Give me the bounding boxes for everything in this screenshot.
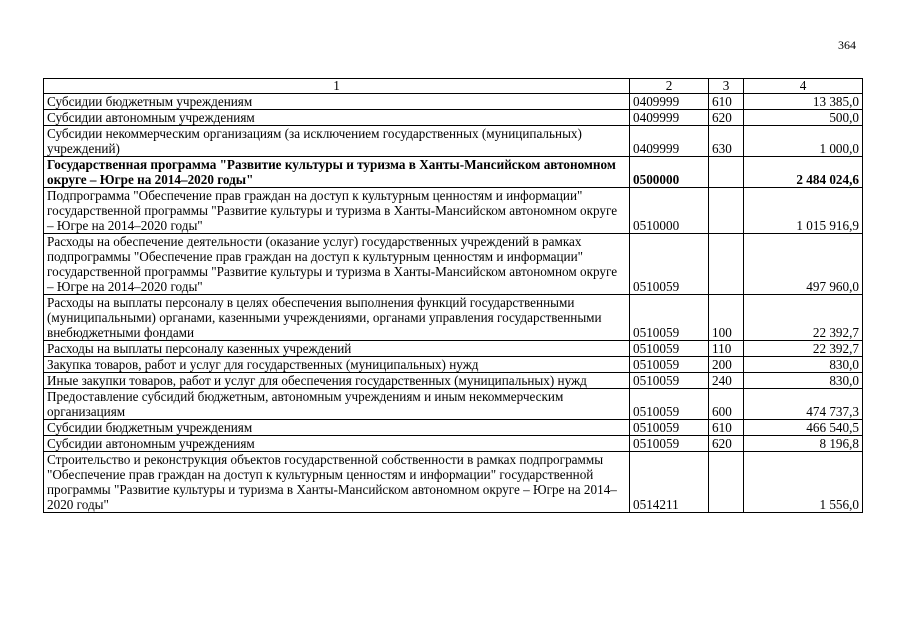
row-code-cell: 0510059	[630, 420, 709, 436]
row-name-cell: Иные закупки товаров, работ и услуг для обеспечения государственных (муниципальных) нужд	[44, 373, 630, 389]
row-type-cell: 100	[709, 295, 744, 341]
row-amount-cell: 22 392,7	[744, 295, 863, 341]
row-name-cell: Субсидии автономным учреждениям	[44, 110, 630, 126]
page-number: 364	[838, 38, 856, 52]
column-header-type: 3	[709, 79, 744, 94]
row-code-cell: 0409999	[630, 110, 709, 126]
row-type-cell: 620	[709, 436, 744, 452]
table-row	[44, 295, 863, 341]
row-code-cell: 0510059	[630, 373, 709, 389]
row-code-cell: 0510059	[630, 341, 709, 357]
row-type-cell	[709, 157, 744, 188]
row-name-cell: Расходы на выплаты персоналу в целях обеспечения выполнения функций государственными (муниципальными) органами, казенными учреждениями, органами управления государственными внебюджетными фондами	[44, 295, 630, 341]
row-type-cell: 610	[709, 94, 744, 110]
row-code-cell: 0510059	[630, 389, 709, 420]
row-name-cell: Строительство и реконструкция объектов государственной собственности в рамках подпрограммы "Обеспечение прав граждан на доступ к культурным ценностям и информации" государственной программы "Развитие культуры и туризма в Ханты-Мансийском автономном округе – Югре на 2014–2020 годы"	[44, 452, 630, 513]
row-amount-cell: 830,0	[744, 357, 863, 373]
column-header-code: 2	[630, 79, 709, 94]
row-amount-cell: 474 737,3	[744, 389, 863, 420]
row-type-cell	[709, 452, 744, 513]
row-type-cell: 110	[709, 341, 744, 357]
row-amount-cell: 830,0	[744, 373, 863, 389]
row-name-cell: Подпрограмма "Обеспечение прав граждан на доступ к культурным ценностям и информации" государственной программы "Развитие культуры и туризма в Ханты-Мансийском автономном округе – Югре на 2014–2020 годы"	[44, 188, 630, 234]
table-row	[44, 126, 863, 157]
table-row	[44, 234, 863, 295]
table-row	[44, 357, 863, 373]
table-row	[44, 436, 863, 452]
table-row	[44, 94, 863, 110]
row-name-cell: Закупка товаров, работ и услуг для государственных (муниципальных) нужд	[44, 357, 630, 373]
table-row	[44, 188, 863, 234]
row-amount-cell: 1 556,0	[744, 452, 863, 513]
row-amount-cell: 497 960,0	[744, 234, 863, 295]
row-type-cell: 620	[709, 110, 744, 126]
row-type-cell: 200	[709, 357, 744, 373]
row-type-cell: 240	[709, 373, 744, 389]
row-amount-cell: 8 196,8	[744, 436, 863, 452]
row-code-cell: 0409999	[630, 126, 709, 157]
row-code-cell: 0510059	[630, 357, 709, 373]
row-code-cell: 0510000	[630, 188, 709, 234]
row-type-cell	[709, 188, 744, 234]
row-amount-cell: 500,0	[744, 110, 863, 126]
row-code-cell: 0514211	[630, 452, 709, 513]
row-name-cell: Субсидии бюджетным учреждениям	[44, 420, 630, 436]
row-name-cell: Государственная программа "Развитие культуры и туризма в Ханты-Мансийском автономном округе – Югре на 2014–2020 годы"	[44, 157, 630, 188]
row-code-cell: 0510059	[630, 295, 709, 341]
column-header-amount: 4	[744, 79, 863, 94]
row-amount-cell: 1 015 916,9	[744, 188, 863, 234]
row-amount-cell: 2 484 024,6	[744, 157, 863, 188]
row-amount-cell: 13 385,0	[744, 94, 863, 110]
row-type-cell: 600	[709, 389, 744, 420]
row-code-cell: 0510059	[630, 234, 709, 295]
row-amount-cell: 1 000,0	[744, 126, 863, 157]
row-name-cell: Расходы на выплаты персоналу казенных учреждений	[44, 341, 630, 357]
row-name-cell: Расходы на обеспечение деятельности (оказание услуг) государственных учреждений в рамках подпрограммы "Обеспечение прав граждан на доступ к культурным ценностям и информации" государственной программы "Развитие культуры и туризма в Ханты-Мансийском автономном округе – Югре на 2014–2020 годы"	[44, 234, 630, 295]
table-row	[44, 373, 863, 389]
table-header-row	[44, 79, 863, 94]
row-amount-cell: 22 392,7	[744, 341, 863, 357]
row-code-cell: 0409999	[630, 94, 709, 110]
row-type-cell: 630	[709, 126, 744, 157]
table-body	[44, 94, 863, 513]
table-row	[44, 389, 863, 420]
row-code-cell: 0500000	[630, 157, 709, 188]
row-type-cell	[709, 234, 744, 295]
table-row	[44, 452, 863, 513]
table-row	[44, 420, 863, 436]
row-amount-cell: 466 540,5	[744, 420, 863, 436]
row-name-cell: Субсидии некоммерческим организациям (за исключением государственных (муниципальных) учреждений)	[44, 126, 630, 157]
row-code-cell: 0510059	[630, 436, 709, 452]
row-name-cell: Предоставление субсидий бюджетным, автономным учреждениям и иным некоммерческим организациям	[44, 389, 630, 420]
column-header-name: 1	[44, 79, 630, 94]
table-row	[44, 341, 863, 357]
budget-table	[43, 78, 863, 513]
row-type-cell: 610	[709, 420, 744, 436]
table-row	[44, 110, 863, 126]
row-name-cell: Субсидии автономным учреждениям	[44, 436, 630, 452]
row-name-cell: Субсидии бюджетным учреждениям	[44, 94, 630, 110]
table-row	[44, 157, 863, 188]
